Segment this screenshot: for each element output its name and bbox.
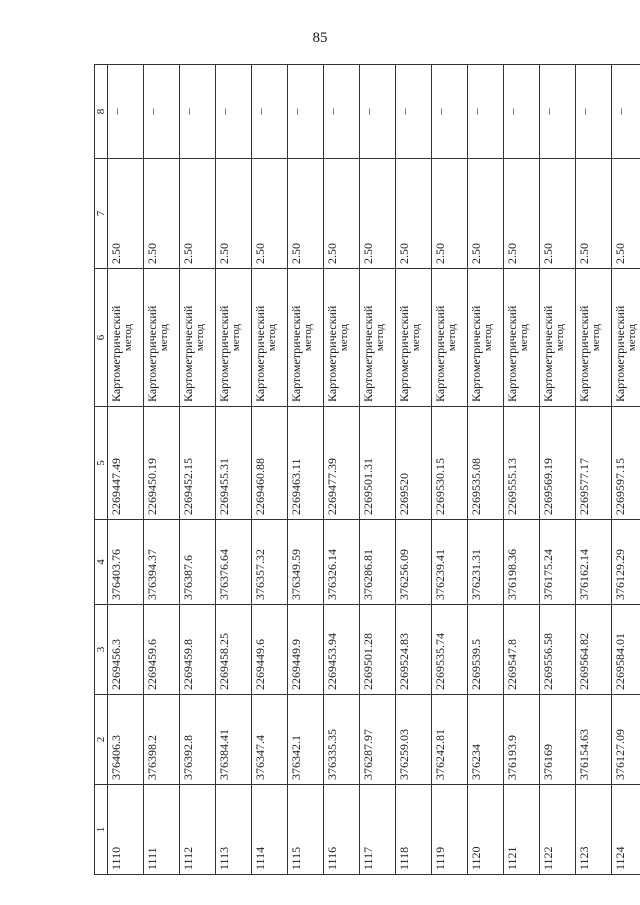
coord-x-cell: 376154.63	[576, 695, 612, 785]
description-cell	[396, 65, 432, 159]
new-coord-y-cell: 2269569.19	[540, 407, 576, 520]
method-label-suffix: метод	[554, 323, 566, 352]
accuracy-cell: 2.50	[108, 159, 144, 269]
coord-y-cell: 2269547.8	[504, 605, 540, 695]
empty-dash: –	[253, 108, 267, 115]
table-row	[288, 65, 324, 875]
coord-y-cell: 2269453.94	[324, 605, 360, 695]
new-coord-y-cell: 2269477.39	[324, 407, 360, 520]
new-coord-y-cell: 2269452.15	[180, 407, 216, 520]
method-label: Картометрический	[181, 305, 195, 402]
empty-dash: –	[505, 108, 519, 115]
table-body	[108, 65, 640, 875]
header-cell-2: 2	[95, 695, 108, 785]
method-label: Картометрический	[433, 305, 447, 402]
method-cell	[108, 269, 144, 407]
description-cell	[108, 65, 144, 159]
accuracy-cell: 2.50	[252, 159, 288, 269]
empty-dash: –	[361, 108, 375, 115]
coord-y-cell: 2269564.82	[576, 605, 612, 695]
method-cell	[288, 269, 324, 407]
method-label-suffix: метод	[446, 323, 458, 352]
method-label: Картометрический	[145, 305, 159, 402]
description-cell	[252, 65, 288, 159]
header-cell-1: 1	[95, 785, 108, 875]
accuracy-cell: 2.50	[180, 159, 216, 269]
empty-dash: –	[325, 108, 339, 115]
description-cell	[504, 65, 540, 159]
table-row	[144, 65, 180, 875]
new-coord-y-cell: 2269447.49	[108, 407, 144, 520]
coord-y-cell: 2269539.5	[468, 605, 504, 695]
new-coord-x-cell: 376162.14	[576, 520, 612, 605]
table-row	[504, 65, 540, 875]
coord-x-cell: 376335.35	[324, 695, 360, 785]
method-cell	[432, 269, 468, 407]
method-label-suffix: метод	[590, 323, 602, 352]
table-header-row	[95, 65, 108, 875]
empty-dash: –	[109, 108, 123, 115]
header-cell-4: 4	[95, 520, 108, 605]
accuracy-cell: 2.50	[216, 159, 252, 269]
method-label: Картометрический	[613, 305, 627, 402]
method-label: Картометрический	[577, 305, 591, 402]
method-label-suffix: метод	[374, 323, 386, 352]
empty-dash: –	[145, 108, 159, 115]
coord-y-cell: 2269456.3	[108, 605, 144, 695]
accuracy-cell: 2.50	[396, 159, 432, 269]
coord-y-cell: 2269524.83	[396, 605, 432, 695]
method-cell	[144, 269, 180, 407]
method-label-suffix: метод	[302, 323, 314, 352]
accuracy-cell: 2.50	[432, 159, 468, 269]
new-coord-y-cell: 2269530.15	[432, 407, 468, 520]
point-number-cell: 1123	[576, 785, 612, 875]
method-cell	[540, 269, 576, 407]
accuracy-cell: 2.50	[540, 159, 576, 269]
table-row	[540, 65, 576, 875]
accuracy-cell: 2.50	[576, 159, 612, 269]
method-label: Картометрический	[397, 305, 411, 402]
point-number-cell: 1113	[216, 785, 252, 875]
new-coord-x-cell: 376286.81	[360, 520, 396, 605]
empty-dash: –	[217, 108, 231, 115]
accuracy-cell: 2.50	[468, 159, 504, 269]
method-label: Картометрический	[289, 305, 303, 402]
empty-dash: –	[181, 108, 195, 115]
description-cell	[612, 65, 640, 159]
page-number: 85	[312, 30, 328, 46]
table-row	[216, 65, 252, 875]
coord-y-cell: 2269556.58	[540, 605, 576, 695]
coord-x-cell: 376342.1	[288, 695, 324, 785]
new-coord-x-cell: 376376.64	[216, 520, 252, 605]
coord-x-cell: 376384.41	[216, 695, 252, 785]
accuracy-cell: 2.50	[504, 159, 540, 269]
point-number-cell: 1112	[180, 785, 216, 875]
method-cell	[576, 269, 612, 407]
empty-dash: –	[397, 108, 411, 115]
method-label-suffix: метод	[158, 323, 170, 352]
description-cell	[144, 65, 180, 159]
method-cell	[324, 269, 360, 407]
method-cell	[252, 269, 288, 407]
table-row	[468, 65, 504, 875]
point-number-cell: 1119	[432, 785, 468, 875]
description-cell	[324, 65, 360, 159]
new-coord-x-cell: 376231.31	[468, 520, 504, 605]
new-coord-y-cell: 2269450.19	[144, 407, 180, 520]
method-cell	[612, 269, 640, 407]
method-cell	[396, 269, 432, 407]
new-coord-x-cell: 376394.37	[144, 520, 180, 605]
point-number-cell: 1122	[540, 785, 576, 875]
coord-x-cell: 376392.8	[180, 695, 216, 785]
coord-x-cell: 376398.2	[144, 695, 180, 785]
method-label-suffix: метод	[338, 323, 350, 352]
method-label: Картометрический	[469, 305, 483, 402]
description-cell	[288, 65, 324, 159]
new-coord-y-cell: 2269463.11	[288, 407, 324, 520]
method-cell	[216, 269, 252, 407]
empty-dash: –	[433, 108, 447, 115]
description-cell	[180, 65, 216, 159]
point-number-cell: 1120	[468, 785, 504, 875]
new-coord-x-cell: 376349.59	[288, 520, 324, 605]
description-cell	[432, 65, 468, 159]
table-row	[576, 65, 612, 875]
method-label-suffix: метод	[410, 323, 422, 352]
new-coord-y-cell: 2269520	[396, 407, 432, 520]
coordinates-table	[94, 64, 640, 875]
method-label: Картометрический	[361, 305, 375, 402]
method-label: Картометрический	[541, 305, 555, 402]
coord-y-cell: 2269449.6	[252, 605, 288, 695]
rotated-table-container	[94, 65, 638, 875]
method-label-suffix: метод	[230, 323, 242, 352]
method-label-suffix: метод	[194, 323, 206, 352]
empty-dash: –	[577, 108, 591, 115]
method-cell	[504, 269, 540, 407]
new-coord-y-cell: 2269597.15	[612, 407, 640, 520]
accuracy-cell: 2.50	[144, 159, 180, 269]
coord-x-cell: 376169	[540, 695, 576, 785]
coord-x-cell: 376259.03	[396, 695, 432, 785]
coord-x-cell: 376127.09	[612, 695, 640, 785]
header-cell-3: 3	[95, 605, 108, 695]
point-number-cell: 1121	[504, 785, 540, 875]
table-row	[252, 65, 288, 875]
table-row	[324, 65, 360, 875]
coord-y-cell: 2269459.8	[180, 605, 216, 695]
accuracy-cell: 2.50	[612, 159, 640, 269]
coord-y-cell: 2269449.9	[288, 605, 324, 695]
point-number-cell: 1117	[360, 785, 396, 875]
method-label: Картометрический	[505, 305, 519, 402]
new-coord-x-cell: 376357.32	[252, 520, 288, 605]
header-cell-7: 7	[95, 159, 108, 269]
empty-dash: –	[541, 108, 555, 115]
header-cell-8: 8	[95, 65, 108, 159]
table-row	[180, 65, 216, 875]
description-cell	[360, 65, 396, 159]
description-cell	[576, 65, 612, 159]
coord-x-cell: 376242.81	[432, 695, 468, 785]
new-coord-x-cell: 376239.41	[432, 520, 468, 605]
new-coord-x-cell: 376256.09	[396, 520, 432, 605]
point-number-cell: 1115	[288, 785, 324, 875]
table-rotation-wrapper	[94, 65, 638, 875]
new-coord-y-cell: 2269460.88	[252, 407, 288, 520]
coord-x-cell: 376193.9	[504, 695, 540, 785]
accuracy-cell: 2.50	[324, 159, 360, 269]
table-row	[432, 65, 468, 875]
new-coord-x-cell: 376403.76	[108, 520, 144, 605]
new-coord-x-cell: 376129.29	[612, 520, 640, 605]
new-coord-x-cell: 376198.36	[504, 520, 540, 605]
description-cell	[540, 65, 576, 159]
method-label-suffix: метод	[626, 323, 638, 352]
coord-x-cell: 376406.3	[108, 695, 144, 785]
point-number-cell: 1124	[612, 785, 640, 875]
method-label: Картометрический	[109, 305, 123, 402]
point-number-cell: 1118	[396, 785, 432, 875]
method-label-suffix: метод	[518, 323, 530, 352]
coord-x-cell: 376234	[468, 695, 504, 785]
point-number-cell: 1116	[324, 785, 360, 875]
header-cell-6: 6	[95, 269, 108, 407]
new-coord-y-cell: 2269501.31	[360, 407, 396, 520]
method-label-suffix: метод	[482, 323, 494, 352]
coord-y-cell: 2269459.6	[144, 605, 180, 695]
new-coord-y-cell: 2269455.31	[216, 407, 252, 520]
method-label-suffix: метод	[266, 323, 278, 352]
method-cell	[360, 269, 396, 407]
method-label: Картометрический	[325, 305, 339, 402]
method-label: Картометрический	[253, 305, 267, 402]
table-row	[360, 65, 396, 875]
new-coord-x-cell: 376326.14	[324, 520, 360, 605]
coord-y-cell: 2269535.74	[432, 605, 468, 695]
point-number-cell: 1110	[108, 785, 144, 875]
method-label-suffix: метод	[122, 323, 134, 352]
method-label: Картометрический	[217, 305, 231, 402]
new-coord-x-cell: 376175.24	[540, 520, 576, 605]
new-coord-y-cell: 2269535.08	[468, 407, 504, 520]
empty-dash: –	[469, 108, 483, 115]
table-row	[108, 65, 144, 875]
header-cell-5: 5	[95, 407, 108, 520]
table-row	[396, 65, 432, 875]
coord-y-cell: 2269458.25	[216, 605, 252, 695]
table-row	[612, 65, 640, 875]
point-number-cell: 1111	[144, 785, 180, 875]
point-number-cell: 1114	[252, 785, 288, 875]
method-cell	[468, 269, 504, 407]
empty-dash: –	[289, 108, 303, 115]
new-coord-y-cell: 2269555.13	[504, 407, 540, 520]
accuracy-cell: 2.50	[288, 159, 324, 269]
coord-y-cell: 2269584.01	[612, 605, 640, 695]
description-cell	[468, 65, 504, 159]
coord-x-cell: 376287.97	[360, 695, 396, 785]
empty-dash: –	[613, 108, 627, 115]
new-coord-x-cell: 376387.6	[180, 520, 216, 605]
description-cell	[216, 65, 252, 159]
new-coord-y-cell: 2269577.17	[576, 407, 612, 520]
coord-y-cell: 2269501.28	[360, 605, 396, 695]
method-cell	[180, 269, 216, 407]
accuracy-cell: 2.50	[360, 159, 396, 269]
coord-x-cell: 376347.4	[252, 695, 288, 785]
